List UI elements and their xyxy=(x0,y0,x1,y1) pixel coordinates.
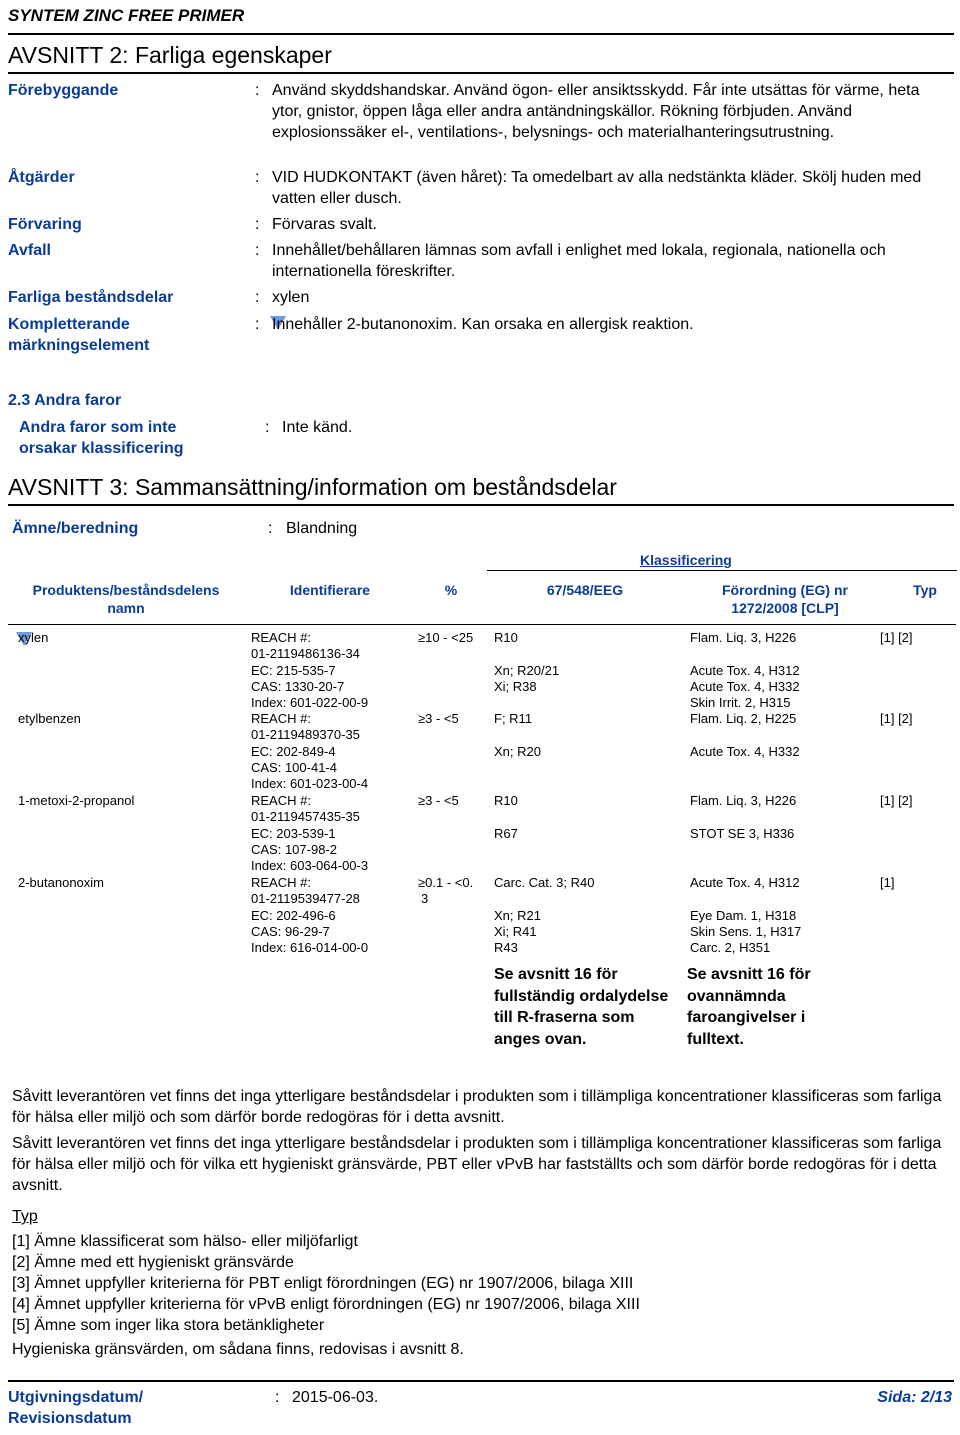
footer-date: 2015-06-03. xyxy=(292,1389,379,1406)
row-identifier: REACH #: 01-2119539477-28 EC: 202-496-6 CAS: 96-29-7 Index: 616-014-00-0 xyxy=(251,875,369,956)
header-divider xyxy=(8,33,954,35)
list-item: [3] Ämnet uppfyller kriterierna för PBT enligt förordningen (EG) nr 1907/2006, bilaga XIII xyxy=(12,1275,634,1292)
row-type: [1] [2] xyxy=(880,711,913,726)
label-forvaring: Förvaring xyxy=(8,216,82,233)
section3-divider xyxy=(8,504,954,506)
see-section16-eeg: Se avsnitt 16 för fullständig ordalydelse till R-fraserna som anges ovan. xyxy=(494,966,669,1048)
row-identifier: REACH #: 01-2119457435-35 EC: 203-539-1 CAS: 107-98-2 Index: 603-064-00-3 xyxy=(251,793,369,874)
row-percent: ≥3 - <5 xyxy=(418,711,459,726)
col-name: Produktens/beståndsdelens namn xyxy=(32,582,220,616)
geq-icon: ≥ xyxy=(418,711,426,726)
row-clp: Flam. Liq. 2, H225 Acute Tox. 4, H332 xyxy=(690,711,800,759)
row-eeg: R10 R67 xyxy=(494,793,518,841)
row-type: [1] xyxy=(880,875,895,890)
page-number: Sida: 2/13 xyxy=(877,1389,952,1406)
table-header-line xyxy=(8,624,956,625)
type-heading: Typ xyxy=(12,1208,38,1225)
section2-divider xyxy=(8,72,954,74)
geq-icon: ≥ xyxy=(418,630,426,645)
list-item: [5] Ämne som inger lika stora betänkligheter xyxy=(12,1317,325,1334)
label-atgarder: Åtgärder xyxy=(8,169,75,186)
document-title: SYNTEM ZINC FREE PRIMER xyxy=(8,6,245,25)
subsection-heading: 2.3 Andra faror xyxy=(8,392,122,409)
geq-icon: ≥ xyxy=(418,875,426,890)
label-andra-faror: Andra faror som inte orsakar klassificering xyxy=(19,419,184,457)
classification-header: Klassificering xyxy=(640,552,732,568)
value-atgarder: VID HUDKONTAKT (även håret): Ta omedelbart av alla nedstänkta kläder. Skölj huden med vatten eller dusch. xyxy=(272,169,922,207)
colon: : xyxy=(255,216,260,233)
row-eeg: R10 Xn; R20/21 Xi; R38 xyxy=(494,630,560,694)
value-kompletterande: Innehåller 2-butanonoxim. Kan orsaka en allergisk reaktion. xyxy=(272,316,694,333)
row-identifier: REACH #: 01-2119486136-34 EC: 215-535-7 CAS: 1330-20-7 Index: 601-022-00-9 xyxy=(251,630,369,711)
value-amne-beredning: Blandning xyxy=(286,520,358,537)
row-type: [1] [2] xyxy=(880,630,913,645)
label-avfall: Avfall xyxy=(8,242,51,259)
row-name: 1-metoxi-2-propanol xyxy=(18,793,135,808)
row-percent: ≥10 - <25 xyxy=(418,630,474,645)
colon: : xyxy=(255,242,260,259)
col-eeg: 67/548/EEG xyxy=(546,582,624,598)
col-identifier: Identifierare xyxy=(289,582,371,598)
type-list xyxy=(12,1231,640,1336)
hygiene-note: Hygieniska gränsvärden, om sådana finns, redovisas i avsnitt 8. xyxy=(12,1341,464,1358)
list-item: [1] Ämne klassificerat som hälso- eller miljöfarligt xyxy=(12,1233,358,1250)
row-identifier: REACH #: 01-2119489370-35 EC: 202-849-4 CAS: 100-41-4 Index: 601-023-00-4 xyxy=(251,711,369,792)
note-paragraph: Såvitt leverantören vet finns det inga ytterligare beståndsdelar i produkten som i tillämpliga koncentrationer klassificeras som farliga för hälsa eller miljö och för vilka ett hygieniskt gränsvärde, PBT eller vPvB har fastställts och som därför borde redogöras för i detta avsnitt. xyxy=(12,1135,942,1194)
see-section16-clp: Se avsnitt 16 för ovannämnda faroangivelser i fulltext. xyxy=(687,966,811,1048)
row-type: [1] [2] xyxy=(880,793,913,808)
colon: : xyxy=(275,1389,280,1406)
row-clp: Acute Tox. 4, H312 Eye Dam. 1, H318 Skin Sens. 1, H317 Carc. 2, H351 xyxy=(690,875,802,956)
row-name: etylbenzen xyxy=(18,711,81,726)
colon: : xyxy=(255,169,260,186)
value-andra-faror: Inte känd. xyxy=(282,419,353,436)
col-type: Typ xyxy=(913,582,937,598)
row-eeg: Carc. Cat. 3; R40 Xn; R21 Xi; R41 R43 xyxy=(494,875,595,956)
row-clp: Flam. Liq. 3, H226 Acute Tox. 4, H312 Acute Tox. 4, H332 Skin Irrit. 2, H315 xyxy=(690,630,800,711)
colon: : xyxy=(255,316,260,333)
colon: : xyxy=(255,82,260,99)
row-percent: ≥0.1 - <0. 3 xyxy=(418,875,474,907)
value-forvaring: Förvaras svalt. xyxy=(272,216,377,233)
row-eeg: F; R11 Xn; R20 xyxy=(494,711,541,759)
footer-divider xyxy=(8,1380,954,1382)
list-item: [2] Ämne med ett hygieniskt gränsvärde xyxy=(12,1254,294,1271)
label-amne-beredning: Ämne/beredning xyxy=(12,520,139,537)
label-forebyggande: Förebyggande xyxy=(8,82,119,99)
colon: : xyxy=(268,520,273,537)
geq-icon: ≥ xyxy=(418,793,426,808)
section2-heading: AVSNITT 2: Farliga egenskaper xyxy=(8,42,332,68)
row-percent: ≥3 - <5 xyxy=(418,793,459,808)
label-kompletterande: Kompletterande märkningselement xyxy=(8,316,150,354)
value-forebyggande: Använd skyddshandskar. Använd ögon- eller ansiktsskydd. Får inte utsättas för värme, heta ytor, gnistor, öppen låga eller andra antändningskällor. Rökning förbjuden. Använd explosionssäker el-, ventilations-, belysnings- och materialhanteringsutrustning. xyxy=(272,82,920,141)
classification-line xyxy=(487,570,957,571)
colon: : xyxy=(265,419,270,436)
colon: : xyxy=(255,289,260,306)
col-clp: Förordning (EG) nr 1272/2008 [CLP] xyxy=(722,582,848,616)
value-farliga-bestandsdelar: xylen xyxy=(272,289,310,306)
row-name: xylen xyxy=(18,630,49,645)
row-clp: Flam. Liq. 3, H226 STOT SE 3, H336 xyxy=(690,793,797,841)
row-name: 2-butanonoxim xyxy=(18,875,104,890)
section3-heading: AVSNITT 3: Sammansättning/information om beståndsdelar xyxy=(8,474,617,500)
footer-label: Utgivningsdatum/ Revisionsdatum xyxy=(8,1389,144,1427)
col-percent: % xyxy=(444,582,458,598)
value-avfall: Innehållet/behållaren lämnas som avfall i enlighet med lokala, regionala, nationella och internationella föreskrifter. xyxy=(272,242,886,280)
note-paragraph: Såvitt leverantören vet finns det inga ytterligare beståndsdelar i produkten som i tillämpliga koncentrationer klassificeras som farliga för hälsa eller miljö och som därför borde redogöras för i detta avsnitt. xyxy=(12,1088,942,1126)
list-item: [4] Ämnet uppfyller kriterierna för vPvB enligt förordningen (EG) nr 1907/2006, bilaga XIII xyxy=(12,1296,640,1313)
label-farliga-bestandsdelar: Farliga beståndsdelar xyxy=(8,289,174,306)
